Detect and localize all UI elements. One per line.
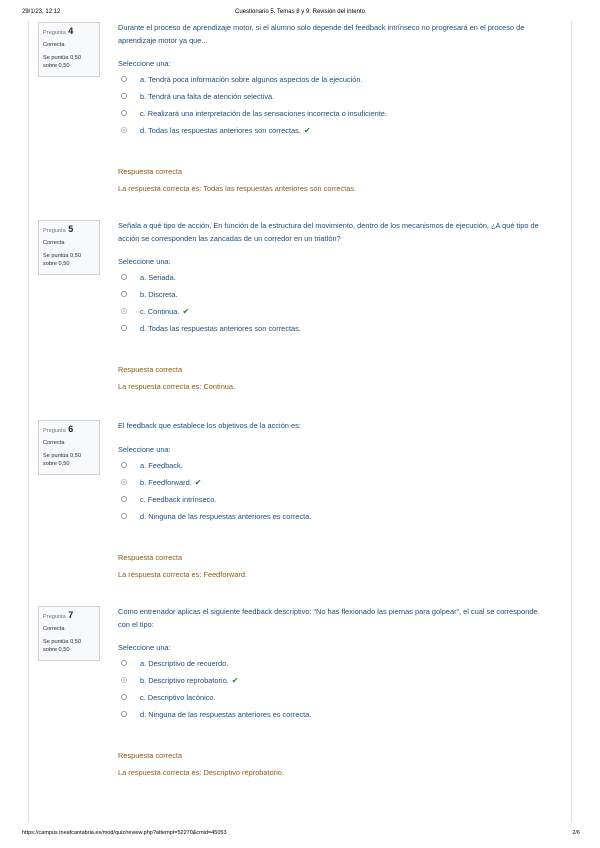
answer-list xyxy=(118,71,550,139)
answer-option-b[interactable]: b. Descriptivo reprobatorio. ✔ xyxy=(118,672,550,689)
print-footer xyxy=(0,828,600,840)
answer-option-d[interactable]: d. Ninguna de las respuestas anteriores es correcta. xyxy=(118,508,550,525)
question-grade: Se puntúa 0,50 sobre 0,50 xyxy=(43,253,81,267)
feedback-status: Respuesta correcta xyxy=(118,751,183,760)
select-prompt: Seleccione una: xyxy=(118,257,171,266)
radio-button[interactable] xyxy=(121,93,127,99)
print-header xyxy=(0,8,600,20)
question-5 xyxy=(38,220,558,400)
right-answer: La respuesta correcta es: Feedforward. xyxy=(118,569,247,579)
question-state: Correcta xyxy=(43,42,65,48)
page-url: https://campus.ineafcantabria.es/mod/quiz/review.php?attempt=52270&cmid=45053 xyxy=(22,830,227,836)
question-text: Durante el proceso de aprendizaje motor, si el alumno solo depende del feedback intrínseco no progresará en el proceso de aprendizaje motor ya que... xyxy=(118,23,525,45)
radio-button[interactable] xyxy=(121,462,127,468)
check-icon: ✔ xyxy=(303,126,311,135)
answer-option-d[interactable]: d. Ninguna de las respuestas anteriores es correcta. xyxy=(118,706,550,723)
question-number: Pregunta 7 xyxy=(43,610,74,620)
answer-option-c[interactable]: c. Descriptivo lacónico. xyxy=(118,689,550,706)
question-grade: Se puntúa 0,50 sobre 0,50 xyxy=(43,453,81,467)
question-info xyxy=(38,420,100,475)
radio-button-selected[interactable] xyxy=(121,479,127,485)
question-state: Correcta xyxy=(43,440,65,446)
question-content xyxy=(118,606,550,778)
feedback xyxy=(118,365,550,392)
radio-button-selected[interactable] xyxy=(121,677,127,683)
question-number: Pregunta 6 xyxy=(43,424,74,434)
feedback xyxy=(118,553,550,580)
question-info xyxy=(38,220,100,275)
feedback xyxy=(118,167,550,194)
radio-button[interactable] xyxy=(121,325,127,331)
radio-button[interactable] xyxy=(121,660,127,666)
right-answer: La respuesta correcta es: Todas las respuestas anteriores son correctas. xyxy=(118,184,357,193)
page-number: 2/6 xyxy=(572,830,580,836)
answer-option-c[interactable]: c. Feedback intrínseco. xyxy=(118,491,550,508)
print-date: 29/1/23, 12:12 xyxy=(22,9,61,15)
select-prompt: Seleccione una: xyxy=(118,59,171,68)
answer-option-c[interactable]: c. Continua. ✔ xyxy=(118,303,550,320)
radio-button[interactable] xyxy=(121,291,127,297)
feedback-status: Respuesta correcta xyxy=(118,167,183,176)
question-4 xyxy=(38,22,558,202)
right-answer: La respuesta correcta es: Continua. xyxy=(118,382,236,391)
answer-option-a[interactable]: a. Descriptivo de recuerdo. xyxy=(118,655,550,672)
question-number: Pregunta 5 xyxy=(43,224,74,234)
question-grade: Se puntúa 0,50 sobre 0,50 xyxy=(43,639,81,653)
question-info xyxy=(38,606,100,661)
radio-button-selected[interactable] xyxy=(121,127,127,133)
question-text: El feedback que establece los objetivos de la acción es: xyxy=(118,421,301,430)
feedback-status: Respuesta correcta xyxy=(118,552,183,562)
feedback-status: Respuesta correcta xyxy=(118,365,183,374)
question-text: Como entrenador aplicas el siguiente feedback descriptivo: “No has flexionado las piernas para golpear”, el cual se corresponde con el tipo: xyxy=(118,607,538,629)
radio-button[interactable] xyxy=(121,110,127,116)
question-7 xyxy=(38,606,558,786)
feedback xyxy=(118,751,550,778)
question-content xyxy=(118,22,550,194)
answer-option-a[interactable]: a. Feedback. xyxy=(118,457,550,474)
answer-option-d[interactable]: d. Todas las respuestas anteriores son correctas. ✔ xyxy=(118,122,550,139)
right-answer: La respuesta correcta es: Descriptivo reprobatorio. xyxy=(118,768,284,777)
answer-option-b[interactable]: b. Discreta. xyxy=(118,286,550,303)
answer-option-d[interactable]: d. Todas las respuestas anteriores son correctas. xyxy=(118,320,550,337)
answer-list xyxy=(118,457,550,525)
question-text: Señala a qué tipo de acción, En función de la estructura del movimiento, dentro de los mecanismos de ejecución, ¿A qué tipo de acción se corresponden las zancadas de un corredor en un triatlón? xyxy=(118,221,539,243)
question-grade: Se puntúa 0,50 sobre 0,50 xyxy=(43,55,81,69)
question-number: Pregunta 4 xyxy=(43,26,74,36)
answer-option-c[interactable]: c. Realizará una interpretación de las sensaciones incorrecta o insuficiente. xyxy=(118,105,550,122)
question-content xyxy=(118,220,550,392)
answer-list xyxy=(118,269,550,337)
question-info xyxy=(38,22,100,77)
radio-button[interactable] xyxy=(121,274,127,280)
radio-button[interactable] xyxy=(121,694,127,700)
radio-button[interactable] xyxy=(121,711,127,717)
check-icon: ✔ xyxy=(194,477,202,487)
check-icon: ✔ xyxy=(182,307,190,316)
check-icon: ✔ xyxy=(231,676,239,685)
radio-button[interactable] xyxy=(121,496,127,502)
radio-button-selected[interactable] xyxy=(121,308,127,314)
answer-option-b[interactable]: b. Feedforward. ✔ xyxy=(118,474,550,491)
question-state: Correcta xyxy=(43,626,65,632)
select-prompt: Seleccione una: xyxy=(118,444,171,454)
select-prompt: Seleccione una: xyxy=(118,643,171,652)
print-title: Cuestionario 5. Temas 8 y 9: Revisión del intento xyxy=(235,9,365,15)
question-state: Correcta xyxy=(43,240,65,246)
answer-option-a[interactable]: a. Tendrá poca información sobre algunos aspectos de la ejecución. xyxy=(118,71,550,88)
answer-option-a[interactable]: a. Seriada. xyxy=(118,269,550,286)
answer-list xyxy=(118,655,550,723)
question-6 xyxy=(38,420,558,590)
answer-option-b[interactable]: b. Tendrá una falta de atención selectiva. xyxy=(118,88,550,105)
radio-button[interactable] xyxy=(121,76,127,82)
radio-button[interactable] xyxy=(121,513,127,519)
question-content xyxy=(118,420,550,580)
